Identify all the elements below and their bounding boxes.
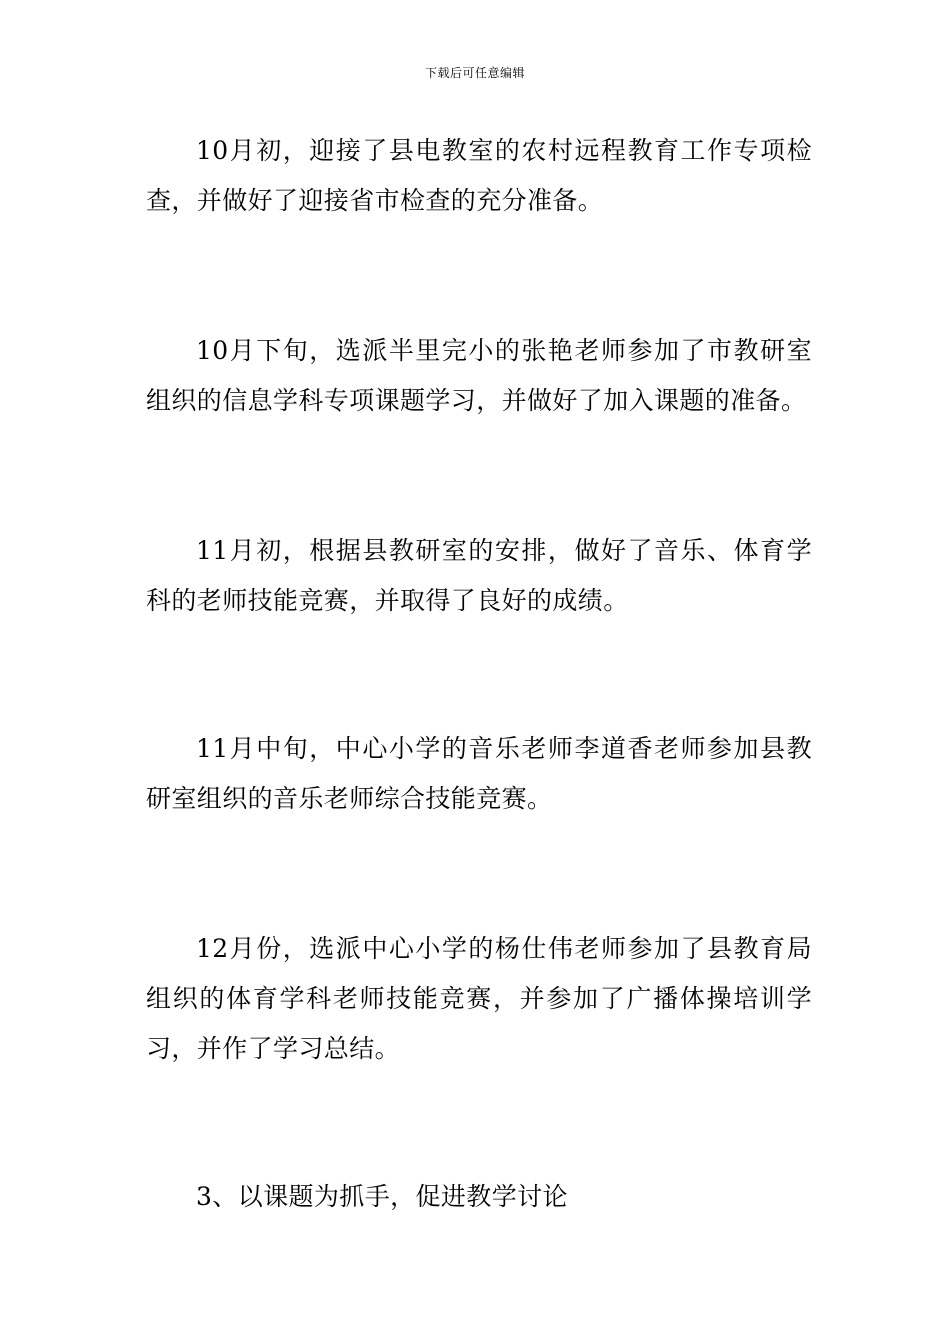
paragraph-october-early: 10月初，迎接了县电教室的农村远程教育工作专项检查，并做好了迎接省市检查的充分准备。 bbox=[146, 136, 812, 215]
paragraph-october-late: 10月下旬，选派半里完小的张艳老师参加了市教研室组织的信息学科专项课题学习，并做好了加入课题的准备。 bbox=[146, 336, 812, 415]
paragraph-november-early: 11月初，根据县教研室的安排，做好了音乐、体育学科的老师技能竞赛，并取得了良好的成绩。 bbox=[146, 536, 812, 615]
page-header-note: 下载后可任意编辑 bbox=[424, 66, 525, 80]
paragraph-november-mid: 11月中旬，中心小学的音乐老师李道香老师参加县教研室组织的音乐老师综合技能竞赛。 bbox=[146, 734, 812, 813]
paragraph-december: 12月份，选派中心小学的杨仕伟老师参加了县教育局组织的体育学科老师技能竞赛，并参加了广播体操培训学习，并作了学习总结。 bbox=[146, 934, 812, 1063]
section-heading-3: 3、以课题为抓手，促进教学讨论 bbox=[196, 1182, 568, 1211]
